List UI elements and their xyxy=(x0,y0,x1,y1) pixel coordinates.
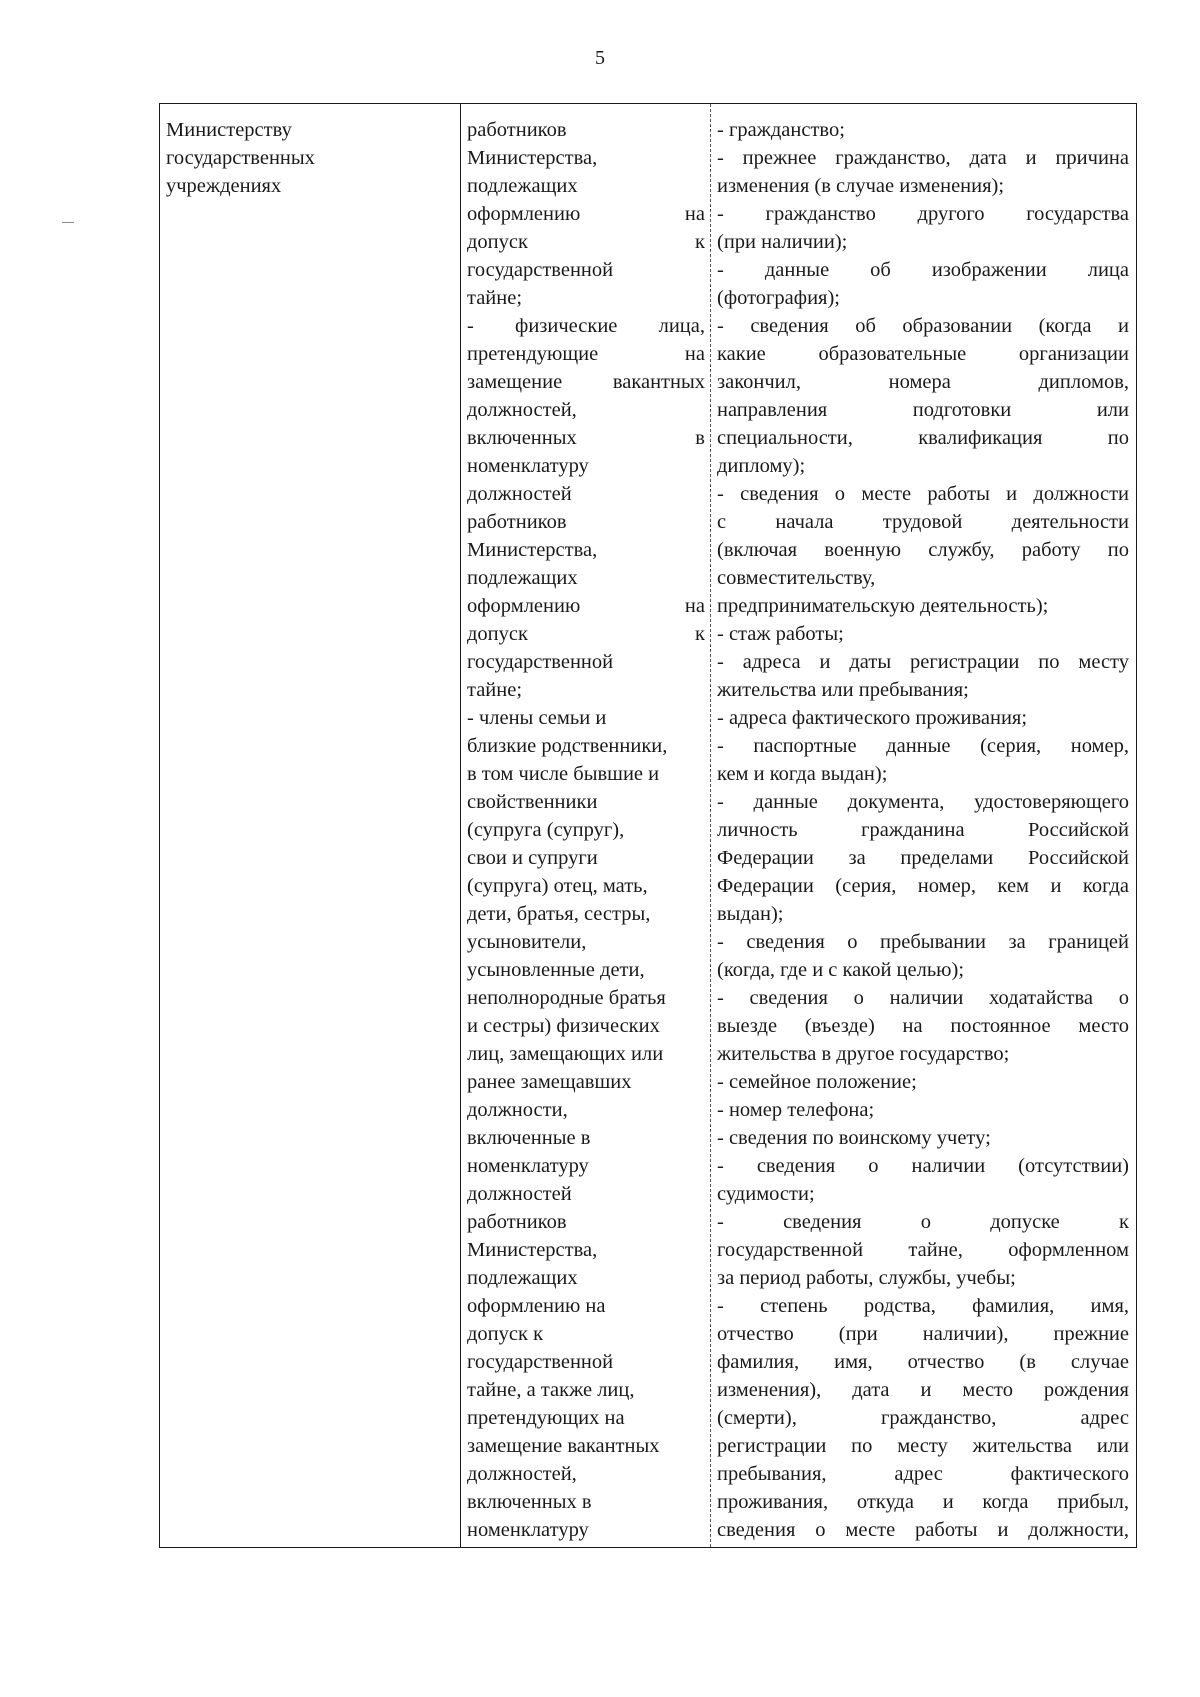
cell-line: - гражданство другого государства xyxy=(717,203,1129,225)
cell-line: в том числе бывшие и xyxy=(467,763,660,785)
margin-mark xyxy=(62,222,74,223)
cell-line: подлежащих xyxy=(467,1267,578,1289)
cell-line: - номер телефона; xyxy=(717,1099,875,1121)
cell-line: жительства или пребывания; xyxy=(717,679,969,701)
cell-line: специальности, квалификация по xyxy=(717,427,1129,449)
cell-line: ранее замещавших xyxy=(467,1071,632,1093)
cell-line: оформлению на xyxy=(467,1295,606,1317)
cell-line: неполнородные братья xyxy=(467,987,666,1009)
cell-line: регистрации по месту жительства или xyxy=(717,1435,1129,1457)
data-table xyxy=(159,103,1137,1548)
cell-line: выезде (въезде) на постоянное место xyxy=(717,1015,1129,1037)
cell-line: работников xyxy=(467,119,567,141)
cell-line: Министерства, xyxy=(467,1239,598,1261)
cell-line: сведения о месте работы и должности, xyxy=(717,1519,1129,1541)
cell-line: усыновленные дети, xyxy=(467,959,645,981)
cell-line: - сведения по воинскому учету; xyxy=(717,1127,991,1149)
cell-line: включенные в xyxy=(467,1127,591,1149)
cell-line: замещение вакантных xyxy=(467,1435,660,1457)
cell-line: допуск к xyxy=(467,231,705,253)
cell-line: изменения (в случае изменения); xyxy=(717,175,1005,197)
cell-line: - сведения о пребывании за границей xyxy=(717,931,1129,953)
table-cell-data-categories xyxy=(711,104,1135,1547)
cell-line: - члены семьи и xyxy=(467,707,607,729)
cell-line: тайне, а также лиц, xyxy=(467,1379,635,1401)
cell-line: должностей, xyxy=(467,399,577,421)
cell-line: включенных в xyxy=(467,1491,592,1513)
cell-line: (при наличии); xyxy=(717,231,848,253)
cell-line: свои и супруги xyxy=(467,847,598,869)
cell-line: изменения), дата и место рождения xyxy=(717,1379,1129,1401)
cell-line: должностей xyxy=(467,483,572,505)
cell-line: жительства в другое государство; xyxy=(717,1043,1010,1065)
cell-line: свойственники xyxy=(467,791,598,813)
cell-line: Министерства, xyxy=(467,147,598,169)
cell-line: Федерации за пределами Российской xyxy=(717,847,1129,869)
cell-line: должностей xyxy=(467,1183,572,1205)
cell-line: направления подготовки или xyxy=(717,399,1129,421)
cell-line: претендующие на xyxy=(467,343,705,365)
cell-line: - прежнее гражданство, дата и причина xyxy=(717,147,1129,169)
cell-line: оформлению на xyxy=(467,203,705,225)
cell-line: (фотография); xyxy=(717,287,840,309)
cell-line: - данные об изображении лица xyxy=(717,259,1129,281)
cell-line: номенклатуру xyxy=(467,1519,589,1541)
cell-line: (супруга (супруг), xyxy=(467,819,625,841)
cell-line: должности, xyxy=(467,1099,568,1121)
cell-line: личность гражданина Российской xyxy=(717,819,1129,841)
cell-line: проживания, откуда и когда прибыл, xyxy=(717,1491,1129,1513)
cell-line: диплому); xyxy=(717,455,806,477)
cell-line: за период работы, службы, учебы; xyxy=(717,1267,1016,1289)
cell-line: лиц, замещающих или xyxy=(467,1043,664,1065)
cell-line: - семейное положение; xyxy=(717,1071,917,1093)
cell-line: (смерти), гражданство, адрес xyxy=(717,1407,1129,1429)
cell-line: государственной тайне, оформленном xyxy=(717,1239,1129,1261)
cell-line: какие образовательные организации xyxy=(717,343,1129,365)
cell-line: допуск к xyxy=(467,623,705,645)
cell-line: - сведения о месте работы и должности xyxy=(717,483,1129,505)
table-cell-recipient xyxy=(160,104,461,1547)
cell-line: - адреса и даты регистрации по месту xyxy=(717,651,1129,673)
cell-line: кем и когда выдан); xyxy=(717,763,888,785)
cell-line: близкие родственники, xyxy=(467,735,668,757)
cell-line: - степень родства, фамилия, имя, xyxy=(717,1295,1129,1317)
cell-line: должностей, xyxy=(467,1463,577,1485)
cell-line: - физические лица, xyxy=(467,315,705,337)
cell-line: работников xyxy=(467,511,567,533)
cell-line: пребывания, адрес фактического xyxy=(717,1463,1129,1485)
cell-line: претендующих на xyxy=(467,1407,625,1429)
cell-line: тайне; xyxy=(467,679,523,701)
cell-line: Министерству xyxy=(166,119,292,141)
cell-line: усыновители, xyxy=(467,931,587,953)
cell-line: государственной xyxy=(467,259,614,281)
cell-line: - адреса фактического проживания; xyxy=(717,707,1028,729)
table-cell-subjects xyxy=(461,104,711,1547)
cell-line: номенклатуру xyxy=(467,1155,589,1177)
cell-line: - сведения об образовании (когда и xyxy=(717,315,1129,337)
cell-line: отчество (при наличии), прежние xyxy=(717,1323,1129,1345)
cell-line: закончил, номера дипломов, xyxy=(717,371,1129,393)
cell-line: подлежащих xyxy=(467,567,578,589)
cell-line: государственных xyxy=(166,147,315,169)
cell-line: (включая военную службу, работу по xyxy=(717,539,1129,561)
cell-line: совместительству, xyxy=(717,567,876,589)
cell-line: государственной xyxy=(467,651,614,673)
cell-line: (супруга) отец, мать, xyxy=(467,875,648,897)
cell-line: дети, братья, сестры, xyxy=(467,903,651,925)
cell-line: Федерации (серия, номер, кем и когда xyxy=(717,875,1129,897)
cell-line: - сведения о наличии (отсутствии) xyxy=(717,1155,1129,1177)
cell-line: судимости; xyxy=(717,1183,815,1205)
cell-line: тайне; xyxy=(467,287,523,309)
cell-line: - паспортные данные (серия, номер, xyxy=(717,735,1129,757)
cell-line: и сестры) физических xyxy=(467,1015,660,1037)
cell-line: включенных в xyxy=(467,427,705,449)
cell-line: подлежащих xyxy=(467,175,578,197)
cell-line: номенклатуру xyxy=(467,455,589,477)
cell-line: фамилия, имя, отчество (в случае xyxy=(717,1351,1129,1373)
cell-line: Министерства, xyxy=(467,539,598,561)
page-number: 5 xyxy=(595,47,605,69)
cell-line: учреждениях xyxy=(166,175,282,197)
cell-line: предпринимательскую деятельность); xyxy=(717,595,1049,617)
cell-line: - гражданство; xyxy=(717,119,845,141)
cell-line: оформлению на xyxy=(467,595,705,617)
cell-line: (когда, где и с какой целью); xyxy=(717,959,965,981)
cell-line: - сведения о наличии ходатайства о xyxy=(717,987,1129,1009)
cell-line: работников xyxy=(467,1211,567,1233)
cell-line: допуск к xyxy=(467,1323,544,1345)
cell-line: выдан); xyxy=(717,903,784,925)
cell-line: государственной xyxy=(467,1351,614,1373)
cell-line: - данные документа, удостоверяющего xyxy=(717,791,1129,813)
cell-line: замещение вакантных xyxy=(467,371,705,393)
cell-line: - сведения о допуске к xyxy=(717,1211,1129,1233)
cell-line: с начала трудовой деятельности xyxy=(717,511,1129,533)
cell-line: - стаж работы; xyxy=(717,623,844,645)
